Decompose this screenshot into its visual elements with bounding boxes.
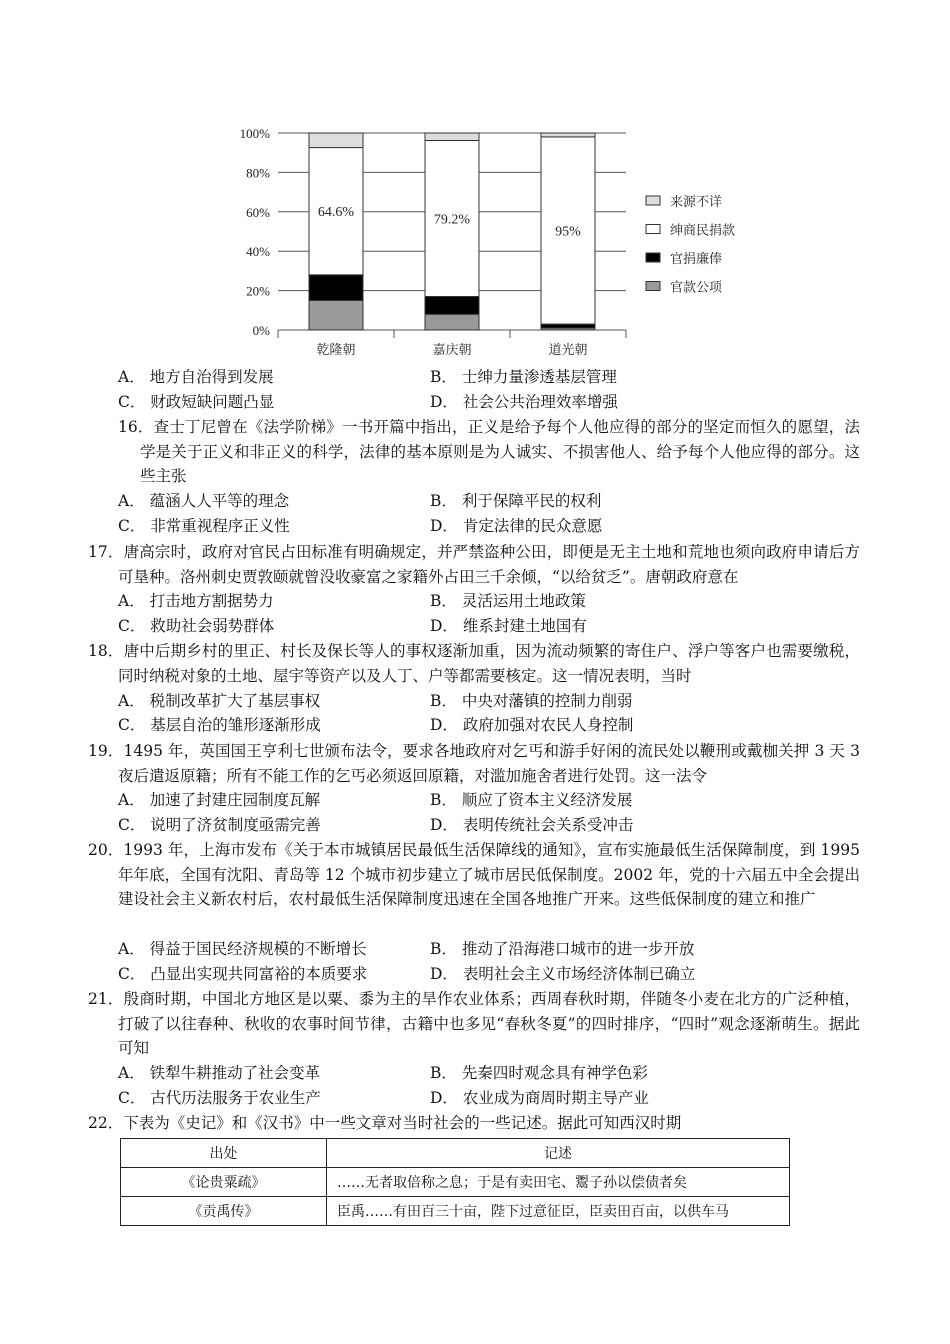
legend-swatch — [646, 225, 660, 234]
table-row — [121, 1197, 790, 1226]
q18-option-a[interactable]: A． 税制改革扩大了基层事权 — [118, 692, 321, 710]
bar-segment — [541, 133, 595, 137]
q16-options-row-1 — [118, 490, 898, 512]
q21-options-row-1 — [118, 1062, 898, 1084]
table-cell-record: ……无者取倍称之息；于是有卖田宅、鬻子孙以偿债者矣 — [327, 1168, 790, 1197]
q21-option-b[interactable]: B． 先秦四时观念具有神学色彩 — [430, 1064, 648, 1082]
legend-label: 来源不详 — [670, 195, 723, 210]
legend-label: 绅商民捐款 — [670, 223, 736, 239]
question-20 — [88, 838, 860, 912]
q17-options-row-2 — [118, 615, 898, 637]
question-22-stem: 22．下表为《史记》和《汉书》中一些文章对当时社会的一些记述。据此可知西汉时期 — [88, 1114, 682, 1132]
question-21-stem: 21．殷商时期，中国北方地区是以粟、黍为主的旱作农业体系；西周春秋时期，伴随冬小麦在北方的广泛种植，打破了以往春种、秋收的农事时间节律，古籍中也多见“春秋冬夏”的四时排序，“四时”观念逐渐萌生。据此可知 — [88, 990, 860, 1057]
q20-options-row-1 — [118, 938, 898, 960]
table-header-record: 记述 — [327, 1139, 790, 1168]
q20-option-d[interactable]: D． 表明社会主义市场经济体制已确立 — [430, 965, 696, 983]
question-18 — [88, 639, 860, 688]
bar-segment — [425, 314, 479, 330]
q17-option-c[interactable]: C． 救助社会弱势群体 — [118, 617, 275, 635]
question-17 — [88, 540, 860, 589]
x-category-label: 乾隆朝 — [316, 343, 356, 358]
q18-option-d[interactable]: D． 政府加强对农民人身控制 — [430, 716, 634, 734]
table-cell-source: 《论贵粟疏》 — [121, 1168, 327, 1197]
q19-options-row-1 — [118, 789, 898, 811]
bar-segment — [309, 300, 363, 330]
y-tick-label: 40% — [246, 244, 270, 260]
q16-option-b[interactable]: B． 利于保障平民的权利 — [430, 492, 602, 510]
y-tick-label: 100% — [239, 126, 270, 141]
table-row — [121, 1168, 790, 1197]
q19-option-d[interactable]: D． 表明传统社会关系受冲击 — [430, 816, 634, 834]
y-tick-label: 80% — [246, 165, 270, 181]
question-19-stem: 19．1495 年，英国国王亨利七世颁布法令，要求各地政府对乞丐和游手好闲的流民处以鞭刑或戴枷关押 3 天 3 夜后遣返原籍；所有不能工作的乞丐必须返回原籍，对滥加施舍者进行处罚。这一法令 — [88, 742, 860, 785]
legend-label: 官款公项 — [670, 280, 723, 296]
q18-options-row-1 — [118, 690, 898, 712]
funding-source-stacked-bar-chart — [228, 118, 768, 363]
bar-segment — [541, 324, 595, 328]
bar-segment — [309, 275, 363, 301]
question-21 — [88, 987, 860, 1061]
bar-data-label: 95% — [555, 224, 581, 240]
q16-options-row-2 — [118, 515, 898, 537]
legend-label: 官捐廉俸 — [670, 252, 723, 267]
q15-option-d[interactable]: D． 社会公共治理效率增强 — [430, 393, 618, 411]
q21-option-a[interactable]: A． 铁犁牛耕推动了社会变革 — [118, 1064, 321, 1082]
bar-segment — [425, 297, 479, 315]
x-category-label: 嘉庆朝 — [432, 343, 472, 358]
q15-option-b[interactable]: B． 士绅力量渗透基层管理 — [430, 368, 617, 386]
q20-option-a[interactable]: A． 得益于国民经济规模的不断增长 — [118, 940, 367, 958]
x-category-label: 道光朝 — [548, 343, 588, 358]
table-header-row — [121, 1139, 790, 1168]
q15-option-a[interactable]: A． 地方自治得到发展 — [118, 368, 274, 386]
table-cell-source: 《贡禹传》 — [121, 1197, 327, 1226]
y-tick-label: 20% — [246, 283, 270, 299]
question-19 — [88, 739, 860, 788]
records-table — [120, 1138, 790, 1226]
q16-option-d[interactable]: D． 肯定法律的民众意愿 — [430, 517, 603, 535]
bar-data-label: 64.6% — [317, 205, 355, 221]
q20-options-row-2 — [118, 963, 898, 985]
q15-options-row-2 — [118, 391, 898, 413]
q19-option-c[interactable]: C． 说明了济贫制度亟需完善 — [118, 816, 321, 834]
q17-option-b[interactable]: B． 灵活运用土地政策 — [430, 592, 586, 610]
bar-segment — [425, 133, 479, 140]
bar-data-label: 79.2% — [433, 212, 471, 228]
q18-options-row-2 — [118, 714, 898, 736]
y-tick-label: 0% — [252, 323, 270, 338]
q19-options-row-2 — [118, 814, 898, 836]
q21-options-row-2 — [118, 1087, 898, 1109]
q19-option-b[interactable]: B． 顺应了资本主义经济发展 — [430, 791, 633, 809]
q21-option-c[interactable]: C． 古代历法服务于农业生产 — [118, 1089, 321, 1107]
q18-option-b[interactable]: B． 中央对藩镇的控制力削弱 — [430, 692, 633, 710]
bar-segment — [309, 133, 363, 148]
q17-option-d[interactable]: D． 维系封建土地国有 — [430, 617, 587, 635]
question-18-stem: 18．唐中后期乡村的里正、村长及保长等人的事权逐渐加重，因为流动频繁的寄住户、浮户等客户也需要缴税，同时纳税对象的土地、屋宇等资产以及人丁、户等都需要核定。这一情况表明，当时 — [88, 642, 860, 685]
q17-options-row-1 — [118, 590, 898, 612]
table-cell-record: 臣禹……有田百三十亩，陛下过意征臣，臣卖田百亩，以供车马 — [327, 1197, 790, 1226]
question-17-stem: 17．唐高宗时，政府对官民占田标准有明确规定，并严禁盗种公田，即便是无主土地和荒地也须向政府申请后方可垦种。洛州刺史贾敦颐就曾没收豪富之家籍外占田三千余倾，“以给贫乏”。唐朝政府意在 — [88, 543, 860, 586]
q15-option-c[interactable]: C． 财政短缺问题凸显 — [118, 393, 275, 411]
legend-swatch — [646, 282, 660, 291]
q15-options-row-1 — [118, 366, 898, 388]
q18-option-c[interactable]: C． 基层自治的雏形逐渐形成 — [118, 716, 321, 734]
q17-option-a[interactable]: A． 打击地方割据势力 — [118, 592, 274, 610]
y-tick-label: 60% — [246, 204, 270, 220]
question-22 — [88, 1111, 860, 1136]
question-20-stem: 20．1993 年，上海市发布《关于本市城镇居民最低生活保障线的通知》，宣布实施最低生活保障制度，到 1995 年年底，全国有沈阳、青岛等 12 个城市初步建立了城市居民低保制度。2002 年，党的十六届五中全会提出建设社会主义新农村后，农村最低生活保障制度迅速在全国各地推广开来。这些低保制度的建立和推广 — [88, 841, 860, 908]
legend-swatch — [646, 196, 660, 205]
q21-option-d[interactable]: D． 农业成为商周时期主导产业 — [430, 1089, 649, 1107]
table-header-source: 出处 — [121, 1139, 327, 1168]
q16-option-a[interactable]: A． 蕴涵人人平等的理念 — [118, 492, 290, 510]
question-16 — [88, 415, 860, 489]
question-16-stem: 16．查士丁尼曾在《法学阶梯》一书开篇中指出，正义是给予每个人他应得的部分的坚定而恒久的愿望，法学是关于正义和非正义的科学，法律的基本原则是为人诚实、不损害他人、给予每个人他应得的部分。这些主张 — [118, 418, 860, 485]
q20-option-b[interactable]: B． 推动了沿海港口城市的进一步开放 — [430, 940, 695, 958]
legend-swatch — [646, 253, 660, 262]
q20-option-c[interactable]: C． 凸显出实现共同富裕的本质要求 — [118, 965, 368, 983]
q16-option-c[interactable]: C． 非常重视程序正义性 — [118, 517, 290, 535]
q19-option-a[interactable]: A． 加速了封建庄园制度瓦解 — [118, 791, 321, 809]
